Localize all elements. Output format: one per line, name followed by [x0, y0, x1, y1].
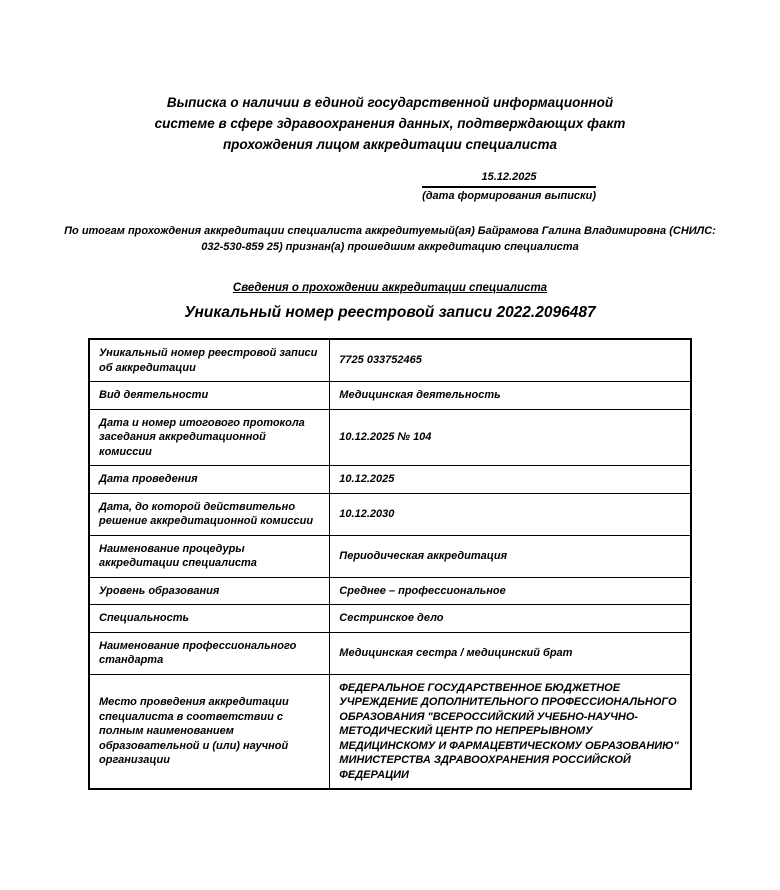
table-row-label: Уровень образования: [89, 577, 330, 605]
table-row-label: Наименование профессионального стандарта: [89, 632, 330, 674]
registry-number-heading: Уникальный номер реестровой записи 2022.2096487: [184, 304, 596, 321]
table-row-label: Вид деятельности: [89, 382, 330, 410]
table-row-value: Медицинская сестра / медицинский брат: [330, 632, 691, 674]
table-row-label: Специальность: [89, 605, 330, 633]
table-row-value: 10.12.2030: [330, 493, 691, 535]
extract-date-caption: (дата формирования выписки): [422, 190, 596, 202]
table-row-label: Наименование процедуры аккредитации специалиста: [89, 535, 330, 577]
extract-date-value: 15.12.2025: [422, 171, 596, 188]
table-row: [89, 493, 691, 535]
table-row: [89, 466, 691, 494]
table-row-value: 7725 033752465: [330, 339, 691, 382]
table-row-label: Дата, до которой действительно решение аккредитационной комиссии: [89, 493, 330, 535]
table-row-value: ФЕДЕРАЛЬНОЕ ГОСУДАРСТВЕННОЕ БЮДЖЕТНОЕ УЧРЕЖДЕНИЕ ДОПОЛНИТЕЛЬНОГО ПРОФЕССИОНАЛЬНОГО ОБРАЗОВАНИЯ "ВСЕРОССИЙСКИЙ УЧЕБНО-НАУЧНО-МЕТОДИЧЕСКИЙ ЦЕНТР ПО НЕПРЕРЫВНОМУ МЕДИЦИНСКОМУ И ФАРМАЦЕВТИЧЕСКОМУ ОБРАЗОВАНИЮ" МИНИСТЕРСТВА ЗДРАВООХРАНЕНИЯ РОССИЙСКОЙ ФЕДЕРАЦИИ: [330, 674, 691, 789]
section-subtitle: Сведения о прохождении аккредитации специалиста: [232, 282, 548, 294]
document-title-line: прохождения лицом аккредитации специалиста: [222, 137, 558, 152]
table-row-value: 10.12.2025: [330, 466, 691, 494]
document-title: [0, 92, 780, 155]
table-row: [89, 674, 691, 789]
table-row: [89, 382, 691, 410]
accreditation-table: [88, 338, 692, 790]
document-title-line: Выписка о наличии в единой государственной информационной: [166, 95, 614, 110]
table-row-label: Место проведения аккредитации специалиста в соответствии с полным наименованием образовательной и (или) научной организации: [89, 674, 330, 789]
table-row: [89, 577, 691, 605]
table-row: [89, 632, 691, 674]
table-row-label: Дата проведения: [89, 466, 330, 494]
table-row: [89, 409, 691, 466]
table-row-value: Сестринское дело: [330, 605, 691, 633]
accreditation-table-body: [89, 339, 691, 789]
table-row-value: Медицинская деятельность: [330, 382, 691, 410]
table-row-label: Дата и номер итогового протокола заседания аккредитационной комиссии: [89, 409, 330, 466]
table-row: [89, 339, 691, 382]
table-row: [89, 605, 691, 633]
accreditation-summary: [0, 223, 780, 255]
table-row-value: Периодическая аккредитация: [330, 535, 691, 577]
table-row-label: Уникальный номер реестровой записи об аккредитации: [89, 339, 330, 382]
document-title-line: системе в сфере здравоохранения данных, подтверждающих факт: [154, 116, 626, 131]
accreditation-summary-line: 032-530-859 25) признан(а) прошедшим аккредитацию специалиста: [201, 241, 579, 253]
extract-date-block: [422, 171, 596, 202]
accreditation-summary-line: По итогам прохождения аккредитации специалиста аккредитуемый(ая) Байрамова Галина Владимировна (СНИЛС:: [64, 225, 716, 237]
table-row-value: Среднее – профессиональное: [330, 577, 691, 605]
table-row: [89, 535, 691, 577]
table-row-value: 10.12.2025 № 104: [330, 409, 691, 466]
